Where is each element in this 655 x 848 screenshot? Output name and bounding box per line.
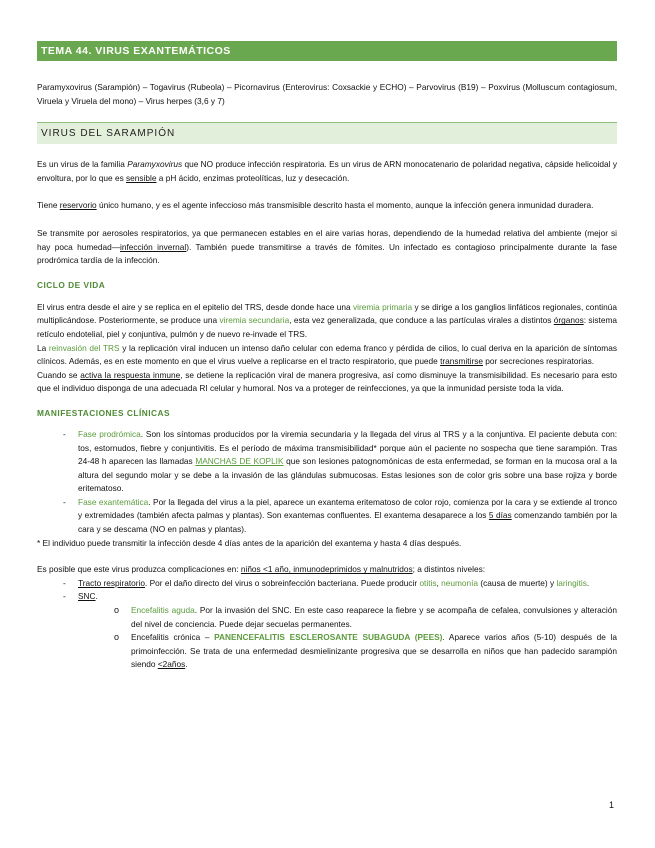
list-item-fase-exantematica: - Fase exantemática. Por la llegada del virus a la piel, aparece un exantema eritematoso de color rojo, comienza por la cara y se extiende al tronco y extremidades (también afecta palmas y plantas). Son exantemas confluentes. El exantema desaparece a los 5 días comenzando también por la cara y se descama (NO en palmas y plantas). xyxy=(63,496,617,535)
paragraph-ciclo: El virus entra desde el aire y se replica en el epitelio del TRS, desde donde hace una viremia primaria y se dirige a los ganglios linfáticos regionales, continúa multiplicándose. Posteriormente, se produce una viremia secundaria, esta vez generalizada, que conduce a las partículas virales a distintos órganos: sistema retículo endotelial, piel y conjuntiva, pulmón y de nuevo re-invade el TRS. La reinvasión del TRS y la replicación viral inducen un intenso daño celular con edema franco y pérdida de cilios, lo cual deriva en la aparición de síntomas clínicos. Además, es en este momento en que el virus vuelve a replicarse en el tracto respiratorio, que puede transmitirse por secreciones respiratorias. Cuando se activa la respuesta inmune, se detiene la replicación viral de manera progresiva, así como disminuye la transmisibilidad. Es necesario para esto que el individuo disponga de una adecuada RI celular y humoral. Nos va a proteger de reinfecciones, ya que la inmunidad persiste toda la vida. xyxy=(37,301,617,394)
snc-sublist xyxy=(78,604,617,672)
complicaciones-list xyxy=(37,577,617,672)
paragraph-reservorio: Tiene reservorio único humano, y es el agente infeccioso más transmisible descrito hasta el momento, aunque la infección genera inmunidad duradera. xyxy=(37,200,594,211)
heading-ciclo-de-vida: CICLO DE VIDA xyxy=(37,279,106,290)
page-number: 1 xyxy=(609,800,615,810)
intro-paragraph: Paramyxovirus (Sarampión) – Togavirus (Rubeola) – Picornavirus (Enterovirus: Coxsackie y ECHO) – Parvovirus (B19) – Poxvirus (Molluscum contagiosum, Viruela y Viruela del mono) – Virus herpes (3,6 y 7) xyxy=(37,82,617,106)
paragraph-complicaciones: Es posible que este virus produzca complicaciones en: niños <1 año, inmunodeprimidos y malnutridos; a distintos niveles: xyxy=(37,564,486,575)
list-item-fase-prodromica: - Fase prodrómica. Son los síntomas producidos por la viremia secundaria y la llegada del virus al TRS y a la conjuntiva. El paciente debuta con: tos, estornudos, fiebre y conjuntivitis. Es el período de máxima transmisibilidad* porque aún el paciente no sospecha que tiene sarampión. Tras 24-48 h aparecen las llamadas MANCHAS DE KOPLIK que son lesiones patognomónicas de esta enfermedad, se forman en la mucosa oral a la altura del segundo molar y se debe a la invasión de las glándulas submucosas. Estas lesiones son de color gris sobre una base rojiza y borde eritematoso. xyxy=(63,428,617,494)
document-title: TEMA 44. VIRUS EXANTEMÁTICOS xyxy=(37,41,617,61)
list-item-encefalitis-aguda: o Encefalitis aguda. Por la invasión del SNC. En este caso reaparece la fiebre y se acompaña de cefalea, convulsiones y alteración del nivel de conciencia. Puede dejar secuelas permanentes. xyxy=(114,605,617,629)
list-item-snc: - SNC. o Encefalitis aguda. Por la invasión del SNC. En este caso reaparece la fiebre y se acompaña de cefalea, convulsiones y alteración del nivel de conciencia. Puede dejar secuelas permanentes. o Encefalitis crónica – PANENCEFALITIS ESCLEROSANTE SUBAGUDA (PEES). Aparece varios años (5-10) después de la primoinfección. Se trata de una enfermedad desmielinizante progresiva que se desarrolla en niños que han padecido sarampión siendo <2años. xyxy=(78,590,617,672)
note-transmision: * El individuo puede transmitir la infección desde 4 días antes de la aparición del exantema y hasta 4 días después. xyxy=(37,537,462,548)
list-item-encefalitis-cronica: o Encefalitis crónica – PANENCEFALITIS ESCLEROSANTE SUBAGUDA (PEES). Aparece varios años (5-10) después de la primoinfección. Se trata de una enfermedad desmielinizante progresiva que se desarrolla en niños que han padecido sarampión siendo <2años. xyxy=(114,632,617,670)
paragraph-transmision: Se transmite por aerosoles respiratorios, ya que permanecen estables en el aire varias horas, dependiendo de la humedad relativa del ambiente (mejor si hay poca humedad—infección invernal). También puede transmitirse a través de fómites. Un infectado es contagioso principalmente durante la fase prodrómica tardía de la infección. xyxy=(37,227,618,266)
list-item-tracto-respiratorio: - Tracto respiratorio. Por el daño directo del virus o sobreinfección bacteriana. Puede producir otitis, neumonía (causa de muerte) y laringitis. xyxy=(63,577,590,588)
heading-manifestaciones: MANIFESTACIONES CLÍNICAS xyxy=(37,407,171,418)
fases-list xyxy=(37,428,617,537)
document-page xyxy=(37,41,617,672)
paragraph-familia: Es un virus de la familia Paramyxovirus que NO produce infección respiratoria. Es un virus de ARN monocatenario de polaridad negativa, cápside helicoidal y envoltura, por lo que es sensible a pH ácido, enzimas proteolíticas, luz y desecación. xyxy=(37,159,618,183)
section-title: VIRUS DEL SARAMPIÓN xyxy=(37,122,617,144)
